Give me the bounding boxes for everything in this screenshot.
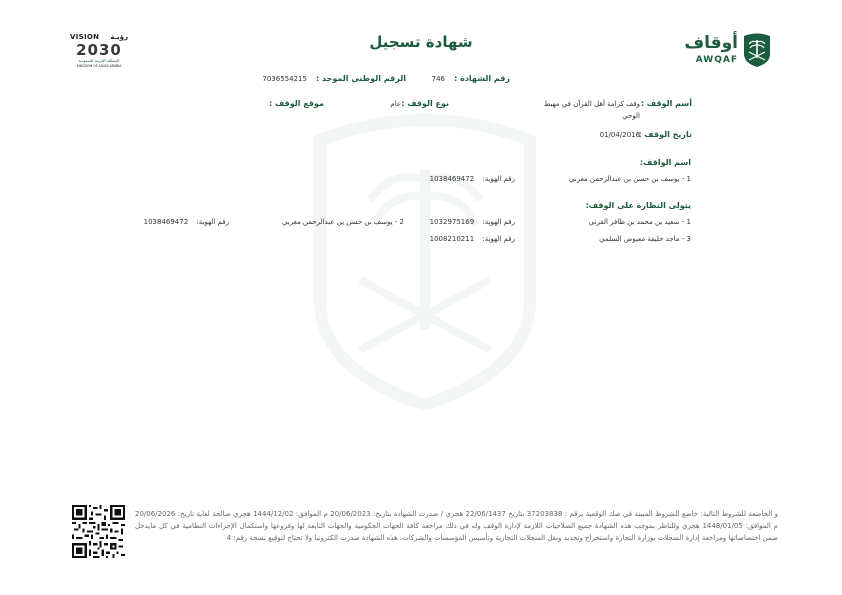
vision-ar-text: رؤيـة bbox=[110, 33, 128, 41]
national-id-value: 7036554215 bbox=[262, 75, 307, 83]
trustee-id-value-2: 1038469472 bbox=[143, 218, 189, 226]
vision-year-text: 2030 bbox=[76, 41, 122, 59]
cert-number-row bbox=[432, 66, 510, 85]
trustee-id-3 bbox=[430, 235, 515, 243]
national-id-label: الرقم الوطني الموحد : bbox=[316, 74, 406, 83]
palm-swords-shield-icon bbox=[742, 32, 772, 68]
trustee-id-label-2: رقم الهوية: bbox=[196, 218, 229, 226]
waqf-date-value: 01/04/2016 bbox=[599, 131, 640, 139]
trustee-id-value-3: 1008210211 bbox=[429, 235, 475, 243]
trustee-name-1: 1 - سعيد بن محمد بن ظافر القرني bbox=[588, 218, 691, 226]
endower-id-label-1: رقم الهوية: bbox=[482, 175, 515, 183]
brand-ar-text: أوقاف bbox=[684, 33, 738, 53]
waqf-name-line1: وقف كرامة أهل القرآن في مهبط bbox=[543, 100, 640, 108]
trustee-id-1 bbox=[430, 218, 515, 226]
endowers-title: اسم الواقف: bbox=[639, 158, 691, 167]
qr-code-icon bbox=[72, 505, 125, 558]
vision-en-text: VISION bbox=[70, 33, 100, 41]
vision-2030-logo bbox=[70, 33, 128, 71]
trustee-name-3: 3 - ماجد خليفة معيوض السلمي bbox=[599, 235, 691, 243]
waqf-date-label: تاريخ الوقف : bbox=[638, 130, 692, 139]
brand-en-text: AWQAF bbox=[695, 55, 738, 65]
waqf-name-label: أسم الوقف : bbox=[640, 99, 692, 108]
waqf-location-label: موقع الوقف : bbox=[269, 99, 324, 108]
trustee-id-2 bbox=[144, 218, 229, 226]
endower-id-1 bbox=[430, 175, 515, 183]
trustees-title: يتولى النظارة على الوقف: bbox=[585, 201, 691, 210]
footer-terms-text: و الخاضعة للشروط التالية: خاضع للشروط المبينة في صك الوقفية برقم : 37203838 بتاريخ 22/06/1437 هجري / صدرت الشهادة بتاريخ: 20/06/2023 م الموافق: 1444/12/02 هجري صالحة لغاية تاريخ: 20/06/2026 م الموافق: 1448/01/05 هجري وللناظر بموجب هذه الشهادة جميع الصلاحيات اللازمة لإدارة الوقف وله في ذلك مراجعة كافة الجهات الحكومية والجهات التابعة لها وفروعها واستكمال الإجراءات النظامية في كل مايدخل ضمن اختصاصاتها ومراجعة إدارة السجلات بوزارة التجارة واستخراج وتجديد ونقل السجلات التجارية وتأسيس المؤسسات والشركات. هذه الشهادة صدرت الكترونيا ولا تحتاج لتوقيع نسخة رقم: 4 bbox=[135, 510, 778, 542]
endower-id-value-1: 1038469472 bbox=[429, 175, 475, 183]
trustee-id-label-1: رقم الهوية: bbox=[482, 218, 515, 226]
awqaf-logo bbox=[684, 32, 772, 72]
waqf-type-label: نوع الوقف : bbox=[401, 99, 449, 108]
page-title: شهادة تسجيل bbox=[369, 33, 473, 51]
waqf-type-value: عام bbox=[390, 100, 401, 108]
national-id-row bbox=[262, 66, 406, 85]
endower-name-1: 1 - يوسف بن حسن بن عبدالرحمن مغربي bbox=[568, 175, 691, 183]
waqf-name-line2: الوحي bbox=[622, 112, 640, 120]
trustee-name-2: 2 - يوسف بن حسن بن عبدالرحمن مغربي bbox=[281, 218, 404, 226]
vision-kingdom-en-text: KINGDOM OF SAUDI ARABIA bbox=[76, 64, 122, 68]
watermark-emblem-icon bbox=[300, 100, 550, 410]
trustee-id-label-3: رقم الهوية: bbox=[482, 235, 515, 243]
trustee-id-value-1: 1032975169 bbox=[429, 218, 475, 226]
cert-number-label: رقم الشهادة : bbox=[454, 74, 510, 83]
vision-kingdom-ar-text: المملكة العربية السعودية bbox=[78, 58, 120, 63]
cert-number-value: 746 bbox=[431, 75, 446, 83]
